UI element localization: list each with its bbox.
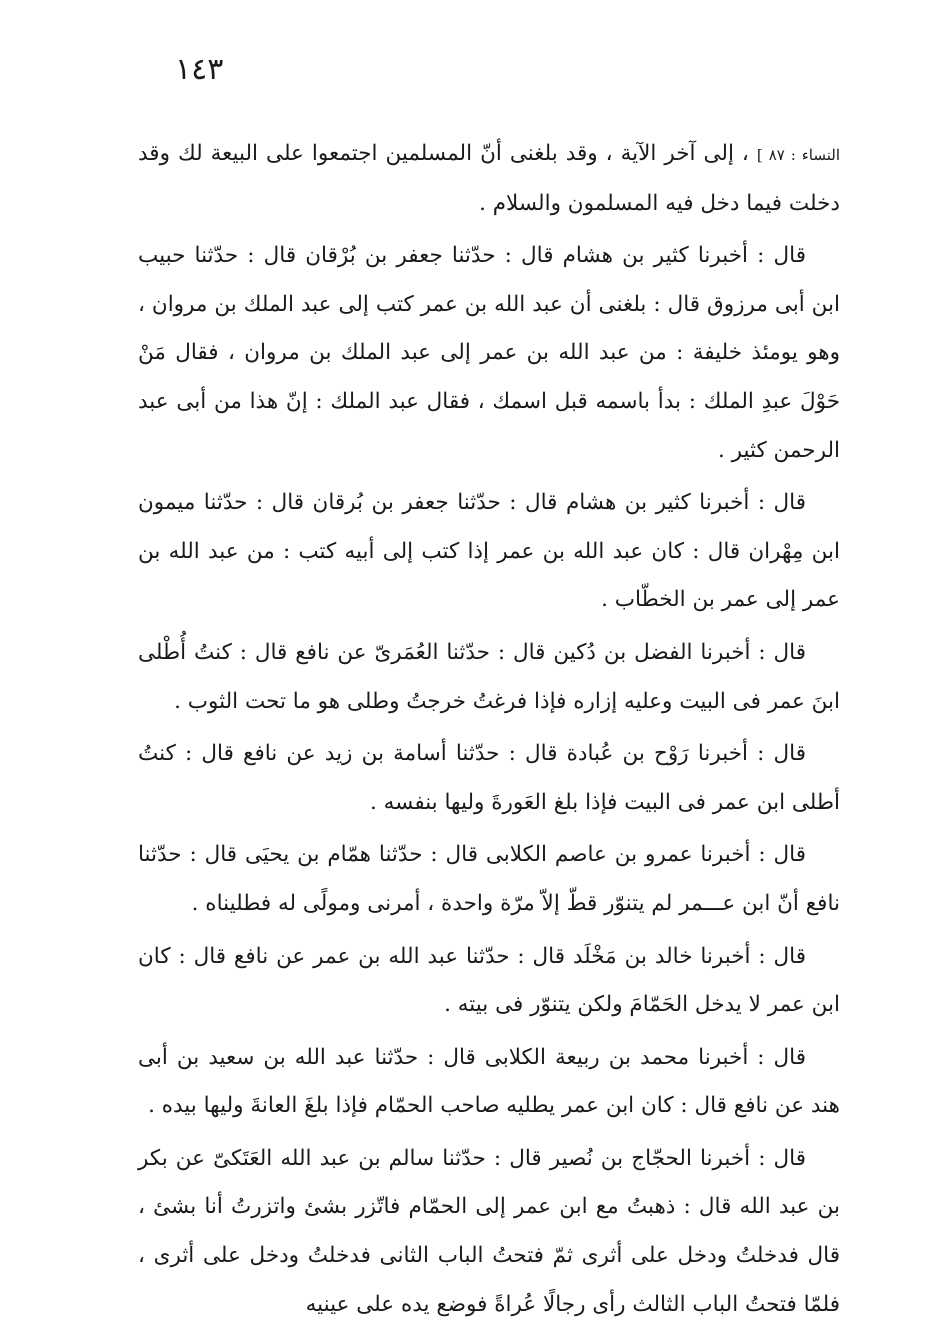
paragraph: قال : أخبرنا كثير بن هشام قال : حدّثنا جعفر بن بُرقان قال : حدّثنا ميمون ابن مِهْران قال : كان عبد الله بن عمر إذا كتب إلى أبيه كتب : من عبد الله بن عمر إلى عمر بن الخطّاب . — [138, 490, 840, 613]
paragraph: قال : أخبرنا خالد بن مَخْلَد قال : حدّثنا عبد الله بن عمر عن نافع قال : كان ابن عمر لا يدخل الحَمّامَ ولكن يتنوّر فى بيته . — [138, 943, 840, 1018]
page-body — [138, 130, 840, 1329]
paragraph: قال : أخبرنا الحجّاج بن نُصير قال : حدّثنا سالم بن عبد الله العَتَكىّ عن بكر بن عبد الله قال : ذهبتُ مع ابن عمر إلى الحمّام فاتّزر بشئ واتزرتُ أنا بشئ ، قال فدخلتُ ودخل على أثرى ثمّ فتحتُ الباب الثانى فدخلتُ ودخل على أثرى ، فلمّا فتحتُ الباب الثالث رأى رجالًا عُراةً فوضع يده على عينيه — [138, 1145, 840, 1317]
paragraph: قال : أخبرنا كثير بن هشام قال : حدّثنا جعفر بن بُرْقان قال : حدّثنا حبيب ابن أبى مرزوق قال : بلغنى أن عبد الله بن عمر كتب إلى عبد الملك بن مروان ، وهو يومئذ خليفة : من عبد الله بن عمر إلى عبد الملك بن مروان ، فقال مَنْ حَوْلَ عبدِ الملك : بدأ باسمه قبل اسمك ، فقال عبد الملك : إنّ هذا من أبى عبد الرحمن كثير . — [138, 243, 840, 463]
paragraph — [138, 130, 840, 228]
paragraph: قال : أخبرنا الفضل بن دُكين قال : حدّثنا العُمَرىّ عن نافع قال : كنتُ أُطْلى ابنَ عمر فى البيت وعليه إزاره فإذا فرغتُ خرجتُ وطلى هو ما تحت الثوب . — [138, 639, 840, 714]
paragraph: قال : أخبرنا عمرو بن عاصم الكلابى قال : حدّثنا همّام بن يحيَى قال : حدّثنا نافع أنّ ابن عـــمر لم يتنوّر قطّ إلاّ مرّة واحدة ، أمرنى ومولًى له فطليناه . — [138, 842, 840, 916]
paragraph: قال : أخبرنا محمد بن ربيعة الكلابى قال : حدّثنا عبد الله بن سعيد بن أبى هند عن نافع قال : كان ابن عمر يطليه صاحب الحمّام فإذا بلغَ العانةَ وليها بيده . — [138, 1044, 840, 1119]
paragraph-text: ، إلى آخر الآية ، وقد بلغنى أنّ المسلمين اجتمعوا على البيعة لك وقد دخلت فيما دخل فيه المسلمون والسلام . — [138, 141, 840, 216]
paragraph: قال : أخبرنا رَوْح بن عُبادة قال : حدّثنا أسامة بن زيد عن نافع قال : كنتُ أطلى ابن عمر فى البيت فإذا بلغ العَورةَ وليها بنفسه . — [138, 741, 840, 815]
quran-reference: النساء : ٨٧ ] — [756, 146, 841, 164]
page-number: ١٤٣ — [175, 52, 224, 87]
